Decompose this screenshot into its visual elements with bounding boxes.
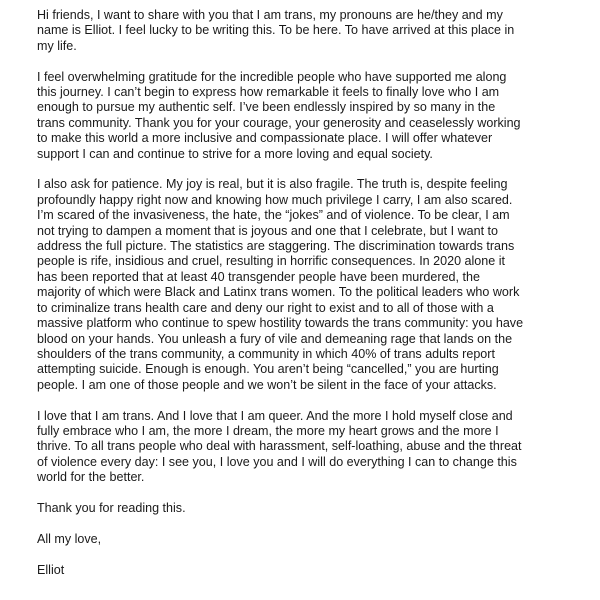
paragraph-thanks bbox=[37, 501, 577, 516]
text-line: this journey. I can’t begin to express how remarkable it feels to finally love who I am bbox=[37, 85, 500, 100]
text-line: support I can and continue to strive for a more loving and equal society. bbox=[37, 146, 433, 161]
closing-salutation bbox=[37, 532, 577, 547]
text-line: fully embrace who I am, the more I dream, the more my heart grows and the more I bbox=[37, 423, 499, 438]
text-line: profoundly happy right now and knowing how much privilege I carry, I am also scared. bbox=[37, 192, 513, 207]
text-line: enough to pursue my authentic self. I’ve been endlessly inspired by so many in the bbox=[37, 100, 496, 115]
text-line: I’m scared of the invasiveness, the hate, the “jokes” and of violence. To be clear, I am bbox=[37, 208, 510, 223]
text-line: name is Elliot. I feel lucky to be writing this. To be here. To have arrived at this place in bbox=[37, 23, 515, 38]
text-line: I love that I am trans. And I love that I am queer. And the more I hold myself close and bbox=[37, 408, 513, 423]
text-line: to make this world a more inclusive and compassionate place. I will offer whatever bbox=[37, 131, 493, 146]
text-line: shoulders of the trans community, a community in which 40% of trans adults report bbox=[37, 346, 495, 361]
text-line: not trying to dampen a moment that is joyous and one that I celebrate, but I want to bbox=[37, 223, 499, 238]
text-line: trans community. Thank you for your courage, your generosity and ceaselessly working bbox=[37, 115, 521, 130]
text-line: of violence every day: I see you, I love you and I will do everything I can to change this bbox=[37, 454, 517, 469]
paragraph-patience bbox=[37, 177, 577, 393]
text-line: has been reported that at least 40 transgender people have been murdered, the bbox=[37, 269, 480, 284]
text-line: my life. bbox=[37, 38, 77, 53]
text-line: blood on your hands. You unleash a fury of vile and demeaning rage that lands on the bbox=[37, 331, 513, 346]
text-line: Elliot bbox=[37, 562, 65, 577]
text-line: majority of which were Black and Latinx trans women. To the political leaders who work bbox=[37, 285, 520, 300]
signature-name bbox=[37, 563, 577, 578]
text-line: thrive. To all trans people who deal with harassment, self-loathing, abuse and the threat bbox=[37, 439, 522, 454]
paragraph-introduction bbox=[37, 8, 577, 54]
text-line: massive platform who continue to spew hostility towards the trans community: you have bbox=[37, 316, 524, 331]
text-line: I feel overwhelming gratitude for the incredible people who have supported me along bbox=[37, 69, 507, 84]
text-line: world for the better. bbox=[37, 470, 145, 485]
paragraph-love bbox=[37, 409, 577, 486]
text-line: Thank you for reading this. bbox=[37, 500, 186, 515]
text-line: to criminalize trans health care and deny our right to exist and to all of those with a bbox=[37, 300, 494, 315]
text-line: attempting suicide. Enough is enough. You aren’t being “cancelled,” you are hurting bbox=[37, 362, 499, 377]
text-line: address the full picture. The statistics are staggering. The discrimination towards trans bbox=[37, 239, 515, 254]
text-line: people is rife, insidious and cruel, resulting in horrific consequences. In 2020 alone it bbox=[37, 254, 505, 269]
text-line: All my love, bbox=[37, 531, 102, 546]
text-line: Hi friends, I want to share with you that I am trans, my pronouns are he/they and my bbox=[37, 8, 503, 22]
paragraph-gratitude bbox=[37, 70, 577, 162]
text-line: people. I am one of those people and we won’t be silent in the face of your attacks. bbox=[37, 377, 497, 392]
text-line: I also ask for patience. My joy is real, but it is also fragile. The truth is, despite feeling bbox=[37, 177, 508, 192]
letter-body bbox=[37, 8, 577, 593]
